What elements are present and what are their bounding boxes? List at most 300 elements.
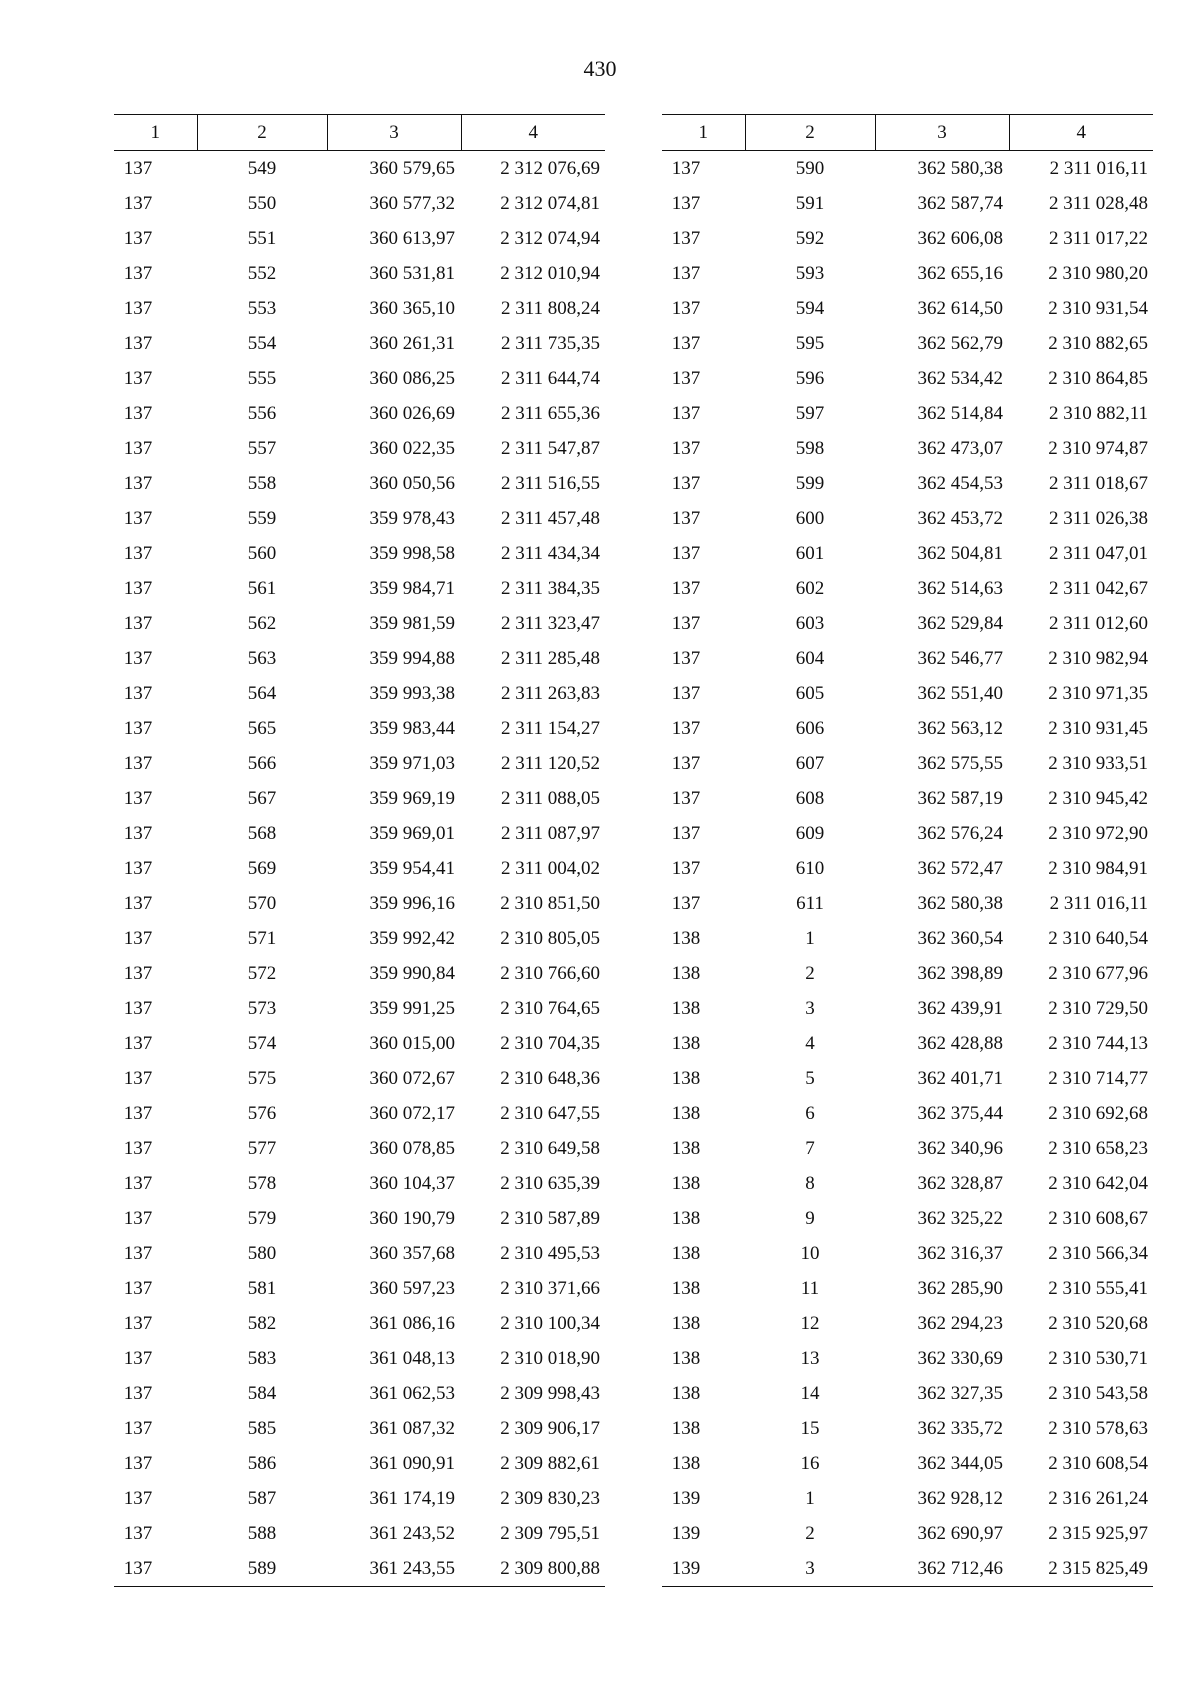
column-header-2: 2: [197, 115, 327, 151]
point-number-cell: 569: [247, 857, 277, 879]
y-coordinate-cell: 2 310 882,11: [1048, 402, 1148, 424]
point-number-cell: 571: [247, 927, 277, 949]
x-coordinate-cell: 362 375,44: [917, 1102, 1003, 1124]
table-row: [114, 1446, 605, 1481]
table-row: [114, 1516, 605, 1551]
x-coordinate-cell: 359 969,01: [369, 822, 455, 844]
x-coordinate-cell: 359 993,38: [369, 682, 455, 704]
y-coordinate-cell: 2 310 658,23: [1048, 1137, 1148, 1159]
point-number-cell: 12: [800, 1312, 820, 1334]
table-row: [114, 536, 605, 571]
y-coordinate-cell: 2 310 642,04: [1048, 1172, 1148, 1194]
polygon-number-cell: 137: [123, 647, 153, 669]
x-coordinate-cell: 362 340,96: [917, 1137, 1003, 1159]
polygon-number-cell: 137: [123, 682, 153, 704]
x-coordinate-cell: 360 086,25: [369, 367, 455, 389]
point-number-cell: 554: [247, 332, 277, 354]
x-coordinate-cell: 360 072,17: [369, 1102, 455, 1124]
table-row: [662, 1131, 1153, 1166]
y-coordinate-cell: 2 310 555,41: [1048, 1277, 1148, 1299]
table-row: [662, 431, 1153, 466]
y-coordinate-cell: 2 310 520,68: [1048, 1312, 1148, 1334]
y-coordinate-cell: 2 310 649,58: [500, 1137, 600, 1159]
polygon-number-cell: 137: [671, 822, 701, 844]
table-row: [662, 1446, 1153, 1481]
point-number-cell: 560: [247, 542, 277, 564]
y-coordinate-cell: 2 310 608,67: [1048, 1207, 1148, 1229]
point-number-cell: 553: [247, 297, 277, 319]
point-number-cell: 610: [795, 857, 825, 879]
x-coordinate-cell: 361 174,19: [369, 1487, 455, 1509]
point-number-cell: 8: [805, 1172, 815, 1194]
polygon-number-cell: 137: [671, 437, 701, 459]
point-number-cell: 572: [247, 962, 277, 984]
polygon-number-cell: 138: [671, 1277, 701, 1299]
polygon-number-cell: 137: [123, 332, 153, 354]
x-coordinate-cell: 360 078,85: [369, 1137, 455, 1159]
y-coordinate-cell: 2 310 972,90: [1048, 822, 1148, 844]
y-coordinate-cell: 2 311 735,35: [500, 332, 600, 354]
y-coordinate-cell: 2 311 154,27: [500, 717, 600, 739]
table-row: [662, 1411, 1153, 1446]
point-number-cell: 589: [197, 1551, 327, 1587]
polygon-number-cell: 138: [671, 1032, 701, 1054]
table-row: [114, 606, 605, 641]
y-coordinate-cell: 2 311 384,35: [500, 577, 600, 599]
x-coordinate-cell: 362 454,53: [917, 472, 1003, 494]
column-header-2: 2: [745, 115, 875, 151]
polygon-number-cell: 137: [671, 612, 701, 634]
x-coordinate-cell: 361 048,13: [369, 1347, 455, 1369]
y-coordinate-cell: 2 312 074,94: [500, 227, 600, 249]
point-number-cell: 568: [247, 822, 277, 844]
point-number-cell: 10: [800, 1242, 820, 1264]
point-number-cell: 5: [805, 1067, 815, 1089]
point-number-cell: 563: [247, 647, 277, 669]
x-coordinate-cell: 360 357,68: [369, 1242, 455, 1264]
x-coordinate-cell: 360 072,67: [369, 1067, 455, 1089]
table-row: [662, 186, 1153, 221]
table-row: [114, 781, 605, 816]
y-coordinate-cell: 2 311 323,47: [500, 612, 600, 634]
table-row: [662, 466, 1153, 501]
x-coordinate-cell: 359 992,42: [369, 927, 455, 949]
y-coordinate-cell: 2 309 998,43: [500, 1382, 600, 1404]
coordinates-table-left: [114, 114, 605, 1587]
y-coordinate-cell: 2 311 004,02: [500, 857, 600, 879]
point-number-cell: 604: [795, 647, 825, 669]
y-coordinate-cell: 2 310 851,50: [500, 892, 600, 914]
table-row: [114, 1096, 605, 1131]
polygon-number-cell: 137: [123, 262, 153, 284]
x-coordinate-cell: 362 614,50: [917, 297, 1003, 319]
y-coordinate-cell: 2 309 795,51: [500, 1522, 600, 1544]
table-row: [114, 1201, 605, 1236]
point-number-cell: 602: [795, 577, 825, 599]
coordinates-table-right: [662, 114, 1153, 1587]
point-number-cell: 551: [247, 227, 277, 249]
y-coordinate-cell: 2 310 495,53: [500, 1242, 600, 1264]
point-number-cell: 609: [795, 822, 825, 844]
x-coordinate-cell: 360 015,00: [369, 1032, 455, 1054]
point-number-cell: 559: [247, 507, 277, 529]
table-row: [662, 606, 1153, 641]
x-coordinate-cell: 359 984,71: [369, 577, 455, 599]
table-row: [114, 431, 605, 466]
x-coordinate-cell: 360 261,31: [369, 332, 455, 354]
y-coordinate-cell: 2 310 543,58: [1048, 1382, 1148, 1404]
polygon-number-cell: 137: [123, 1067, 153, 1089]
y-coordinate-cell: 2 311 655,36: [500, 402, 600, 424]
polygon-number-cell: 137: [123, 857, 153, 879]
x-coordinate-cell: 362 572,47: [917, 857, 1003, 879]
polygon-number-cell: 137: [671, 192, 701, 214]
point-number-cell: 594: [795, 297, 825, 319]
x-coordinate-cell: 362 928,12: [917, 1487, 1003, 1509]
y-coordinate-cell: 2 310 530,71: [1048, 1347, 1148, 1369]
x-coordinate-cell: 362 514,63: [917, 577, 1003, 599]
y-coordinate-cell: 2 310 744,13: [1048, 1032, 1148, 1054]
table-row: [114, 501, 605, 536]
point-number-cell: 579: [247, 1207, 277, 1229]
point-number-cell: 601: [795, 542, 825, 564]
polygon-number-cell: 137: [123, 752, 153, 774]
polygon-number-cell: 137: [671, 157, 701, 179]
point-number-cell: 550: [247, 192, 277, 214]
column-header-3: 3: [327, 115, 461, 151]
polygon-number-cell: 137: [671, 227, 701, 249]
point-number-cell: 587: [247, 1487, 277, 1509]
x-coordinate-cell: 362 551,40: [917, 682, 1003, 704]
point-number-cell: 3: [805, 997, 815, 1019]
table-row: [662, 991, 1153, 1026]
x-coordinate-cell: 362 546,77: [917, 647, 1003, 669]
x-coordinate-cell: 360 050,56: [369, 472, 455, 494]
y-coordinate-cell: 2 310 640,54: [1048, 927, 1148, 949]
x-coordinate-cell: 359 991,25: [369, 997, 455, 1019]
y-coordinate-cell: 2 311 026,38: [1048, 507, 1148, 529]
polygon-number-cell: 137: [123, 787, 153, 809]
polygon-number-cell: 137: [123, 437, 153, 459]
table-row: [114, 851, 605, 886]
table-row: [662, 1026, 1153, 1061]
y-coordinate-cell: 2 311 028,48: [1048, 192, 1148, 214]
table-row: [114, 711, 605, 746]
table-row: [662, 956, 1153, 991]
x-coordinate-cell: 361 243,52: [369, 1522, 455, 1544]
x-coordinate-cell: 360 365,10: [369, 297, 455, 319]
y-coordinate-cell: 2 309 882,61: [500, 1452, 600, 1474]
x-coordinate-cell: 362 606,08: [917, 227, 1003, 249]
y-coordinate-cell: 2 310 764,65: [500, 997, 600, 1019]
column-header-4: 4: [461, 115, 605, 151]
polygon-number-cell: 137: [671, 507, 701, 529]
y-coordinate-cell: 2 310 971,35: [1048, 682, 1148, 704]
y-coordinate-cell: 2 309 906,17: [500, 1417, 600, 1439]
x-coordinate-cell: 362 330,69: [917, 1347, 1003, 1369]
table-row: [662, 1516, 1153, 1551]
polygon-number-cell: 138: [671, 1137, 701, 1159]
column-header-1: 1: [662, 115, 745, 151]
polygon-number-cell: 137: [123, 192, 153, 214]
y-coordinate-cell: 2 310 864,85: [1048, 367, 1148, 389]
y-coordinate-cell: 2 310 635,39: [500, 1172, 600, 1194]
polygon-number-cell: 137: [123, 1452, 153, 1474]
x-coordinate-cell: 362 575,55: [917, 752, 1003, 774]
x-coordinate-cell: 359 954,41: [369, 857, 455, 879]
x-coordinate-cell: 362 439,91: [917, 997, 1003, 1019]
y-coordinate-cell: 2 316 261,24: [1048, 1487, 1148, 1509]
x-coordinate-cell: 362 335,72: [917, 1417, 1003, 1439]
x-coordinate-cell: 362 325,22: [917, 1207, 1003, 1229]
table-row: [662, 1061, 1153, 1096]
table-row: [114, 1166, 605, 1201]
table-row: [114, 291, 605, 326]
y-coordinate-cell: 2 310 648,36: [500, 1067, 600, 1089]
y-coordinate-cell: 2 310 587,89: [500, 1207, 600, 1229]
point-number-cell: 15: [800, 1417, 820, 1439]
table-row: [114, 991, 605, 1026]
polygon-number-cell: 137: [123, 1522, 153, 1544]
point-number-cell: 9: [805, 1207, 815, 1229]
x-coordinate-cell: 360 104,37: [369, 1172, 455, 1194]
table-row: [114, 1131, 605, 1166]
x-coordinate-cell: 362 294,23: [917, 1312, 1003, 1334]
polygon-number-cell: 138: [671, 962, 701, 984]
column-header-4: 4: [1009, 115, 1153, 151]
point-number-cell: 556: [247, 402, 277, 424]
y-coordinate-cell: 2 310 578,63: [1048, 1417, 1148, 1439]
column-header-1: 1: [114, 115, 197, 151]
point-number-cell: 596: [795, 367, 825, 389]
table-row: [114, 186, 605, 221]
y-coordinate-cell: 2 311 120,52: [500, 752, 600, 774]
table-row: [114, 956, 605, 991]
y-coordinate-cell: 2 311 017,22: [1048, 227, 1148, 249]
page-number: 430: [583, 56, 617, 81]
y-coordinate-cell: 2 310 805,05: [500, 927, 600, 949]
point-number-cell: 586: [247, 1452, 277, 1474]
point-number-cell: 578: [247, 1172, 277, 1194]
table-row: [114, 1061, 605, 1096]
y-coordinate-cell: 2 310 766,60: [500, 962, 600, 984]
point-number-cell: 588: [247, 1522, 277, 1544]
y-coordinate-cell: 2 310 692,68: [1048, 1102, 1148, 1124]
point-number-cell: 562: [247, 612, 277, 634]
table-row: [662, 1271, 1153, 1306]
table-row: [114, 151, 605, 187]
x-coordinate-cell: 361 062,53: [369, 1382, 455, 1404]
x-coordinate-cell: 362 327,35: [917, 1382, 1003, 1404]
x-coordinate-cell: 361 087,32: [369, 1417, 455, 1439]
x-coordinate-cell: 362 580,38: [917, 157, 1003, 179]
point-number-cell: 584: [247, 1382, 277, 1404]
table-row: [114, 886, 605, 921]
polygon-number-cell: 138: [671, 1242, 701, 1264]
point-number-cell: 597: [795, 402, 825, 424]
point-number-cell: 606: [795, 717, 825, 739]
polygon-number-cell: 137: [123, 227, 153, 249]
y-coordinate-cell: 2 311 263,83: [500, 682, 600, 704]
x-coordinate-cell: 362 562,79: [917, 332, 1003, 354]
table-row: [114, 1306, 605, 1341]
table-row: [114, 746, 605, 781]
point-number-cell: 3: [745, 1551, 875, 1587]
table-body-left: [114, 151, 605, 1587]
y-coordinate-cell: 2 310 984,91: [1048, 857, 1148, 879]
y-coordinate-cell: 2 311 457,48: [500, 507, 600, 529]
point-number-cell: 7: [805, 1137, 815, 1159]
x-coordinate-cell: 362 316,37: [917, 1242, 1003, 1264]
x-coordinate-cell: 362 401,71: [917, 1067, 1003, 1089]
y-coordinate-cell: 2 311 088,05: [500, 787, 600, 809]
polygon-number-cell: 138: [671, 997, 701, 1019]
point-number-cell: 566: [247, 752, 277, 774]
polygon-number-cell: 137: [123, 717, 153, 739]
polygon-number-cell: 137: [671, 367, 701, 389]
y-coordinate-cell: 2 315 925,97: [1048, 1522, 1148, 1544]
table-row: [662, 221, 1153, 256]
y-coordinate-cell: 2 310 945,42: [1048, 787, 1148, 809]
x-coordinate-cell: 362 344,05: [917, 1452, 1003, 1474]
y-coordinate-cell: 2 311 644,74: [500, 367, 600, 389]
table-row: [662, 256, 1153, 291]
polygon-number-cell: 137: [671, 577, 701, 599]
table-row: [662, 1306, 1153, 1341]
polygon-number-cell: 137: [123, 472, 153, 494]
x-coordinate-cell: 362 328,87: [917, 1172, 1003, 1194]
point-number-cell: 6: [805, 1102, 815, 1124]
polygon-number-cell: 137: [123, 1032, 153, 1054]
x-coordinate-cell: 360 597,23: [369, 1277, 455, 1299]
x-coordinate-cell: 362 428,88: [917, 1032, 1003, 1054]
x-coordinate-cell: 359 994,88: [369, 647, 455, 669]
y-coordinate-cell: 2 311 087,97: [500, 822, 600, 844]
point-number-cell: 16: [800, 1452, 820, 1474]
x-coordinate-cell: 362 473,07: [917, 437, 1003, 459]
y-coordinate-cell: 2 310 974,87: [1048, 437, 1148, 459]
table-row: [662, 291, 1153, 326]
polygon-number-cell: 139: [671, 1487, 701, 1509]
point-number-cell: 4: [805, 1032, 815, 1054]
polygon-number-cell: 137: [123, 927, 153, 949]
point-number-cell: 611: [796, 892, 824, 914]
y-coordinate-cell: 2 311 016,11: [1049, 892, 1148, 914]
table-row: [662, 746, 1153, 781]
table-row: [662, 1376, 1153, 1411]
x-coordinate-cell: 362 587,74: [917, 192, 1003, 214]
point-number-cell: 549: [247, 157, 277, 179]
y-coordinate-cell: 2 315 825,49: [1009, 1551, 1153, 1587]
point-number-cell: 557: [247, 437, 277, 459]
polygon-number-cell: 137: [671, 262, 701, 284]
y-coordinate-cell: 2 311 808,24: [500, 297, 600, 319]
point-number-cell: 2: [805, 962, 815, 984]
table-row: [114, 396, 605, 431]
point-number-cell: 599: [795, 472, 825, 494]
y-coordinate-cell: 2 309 800,88: [461, 1551, 605, 1587]
polygon-number-cell: 137: [123, 1102, 153, 1124]
polygon-number-cell: 137: [123, 1487, 153, 1509]
point-number-cell: 603: [795, 612, 825, 634]
point-number-cell: 598: [795, 437, 825, 459]
x-coordinate-cell: 362 504,81: [917, 542, 1003, 564]
point-number-cell: 607: [795, 752, 825, 774]
polygon-number-cell: 137: [671, 332, 701, 354]
x-coordinate-cell: 360 026,69: [369, 402, 455, 424]
polygon-number-cell: 137: [671, 682, 701, 704]
table-row: [662, 851, 1153, 886]
table-row: [662, 501, 1153, 536]
polygon-number-cell: 137: [123, 1347, 153, 1369]
y-coordinate-cell: 2 309 830,23: [500, 1487, 600, 1509]
x-coordinate-cell: 362 580,38: [917, 892, 1003, 914]
y-coordinate-cell: 2 310 608,54: [1048, 1452, 1148, 1474]
point-number-cell: 1: [805, 927, 815, 949]
y-coordinate-cell: 2 311 434,34: [500, 542, 600, 564]
table-row: [662, 886, 1153, 921]
x-coordinate-cell: 362 360,54: [917, 927, 1003, 949]
polygon-number-cell: 137: [123, 1312, 153, 1334]
y-coordinate-cell: 2 310 933,51: [1048, 752, 1148, 774]
x-coordinate-cell: 359 971,03: [369, 752, 455, 774]
x-coordinate-cell: 360 577,32: [369, 192, 455, 214]
x-coordinate-cell: 362 514,84: [917, 402, 1003, 424]
polygon-number-cell: 138: [671, 1102, 701, 1124]
x-coordinate-cell: 361 243,55: [327, 1551, 461, 1587]
table-row: [114, 1481, 605, 1516]
polygon-number-cell: 138: [671, 1382, 701, 1404]
x-coordinate-cell: 359 983,44: [369, 717, 455, 739]
polygon-number-cell: 137: [123, 367, 153, 389]
point-number-cell: 564: [247, 682, 277, 704]
x-coordinate-cell: 362 587,19: [917, 787, 1003, 809]
point-number-cell: 595: [795, 332, 825, 354]
table-row: [662, 921, 1153, 956]
point-number-cell: 590: [795, 157, 825, 179]
y-coordinate-cell: 2 312 076,69: [500, 157, 600, 179]
polygon-number-cell: 137: [671, 892, 701, 914]
y-coordinate-cell: 2 310 729,50: [1048, 997, 1148, 1019]
x-coordinate-cell: 359 998,58: [369, 542, 455, 564]
x-coordinate-cell: 360 613,97: [369, 227, 455, 249]
x-coordinate-cell: 360 190,79: [369, 1207, 455, 1229]
table-row: [662, 816, 1153, 851]
table-row: [662, 1341, 1153, 1376]
polygon-number-cell: 137: [123, 402, 153, 424]
table-row: [114, 1026, 605, 1061]
polygon-number-cell: 137: [123, 1417, 153, 1439]
point-number-cell: 561: [247, 577, 277, 599]
table-row: [662, 641, 1153, 676]
polygon-number-cell: 138: [671, 1452, 701, 1474]
point-number-cell: 585: [247, 1417, 277, 1439]
table-row: [114, 1411, 605, 1446]
x-coordinate-cell: 359 996,16: [369, 892, 455, 914]
x-coordinate-cell: 359 981,59: [369, 612, 455, 634]
y-coordinate-cell: 2 312 074,81: [500, 192, 600, 214]
table-row: [662, 396, 1153, 431]
point-number-cell: 592: [795, 227, 825, 249]
table-row: [662, 1481, 1153, 1516]
x-coordinate-cell: 362 285,90: [917, 1277, 1003, 1299]
polygon-number-cell: 137: [123, 1382, 153, 1404]
x-coordinate-cell: 361 086,16: [369, 1312, 455, 1334]
polygon-number-cell: 138: [671, 1207, 701, 1229]
polygon-number-cell: 137: [123, 822, 153, 844]
table-row: [662, 326, 1153, 361]
table-row: [662, 1201, 1153, 1236]
